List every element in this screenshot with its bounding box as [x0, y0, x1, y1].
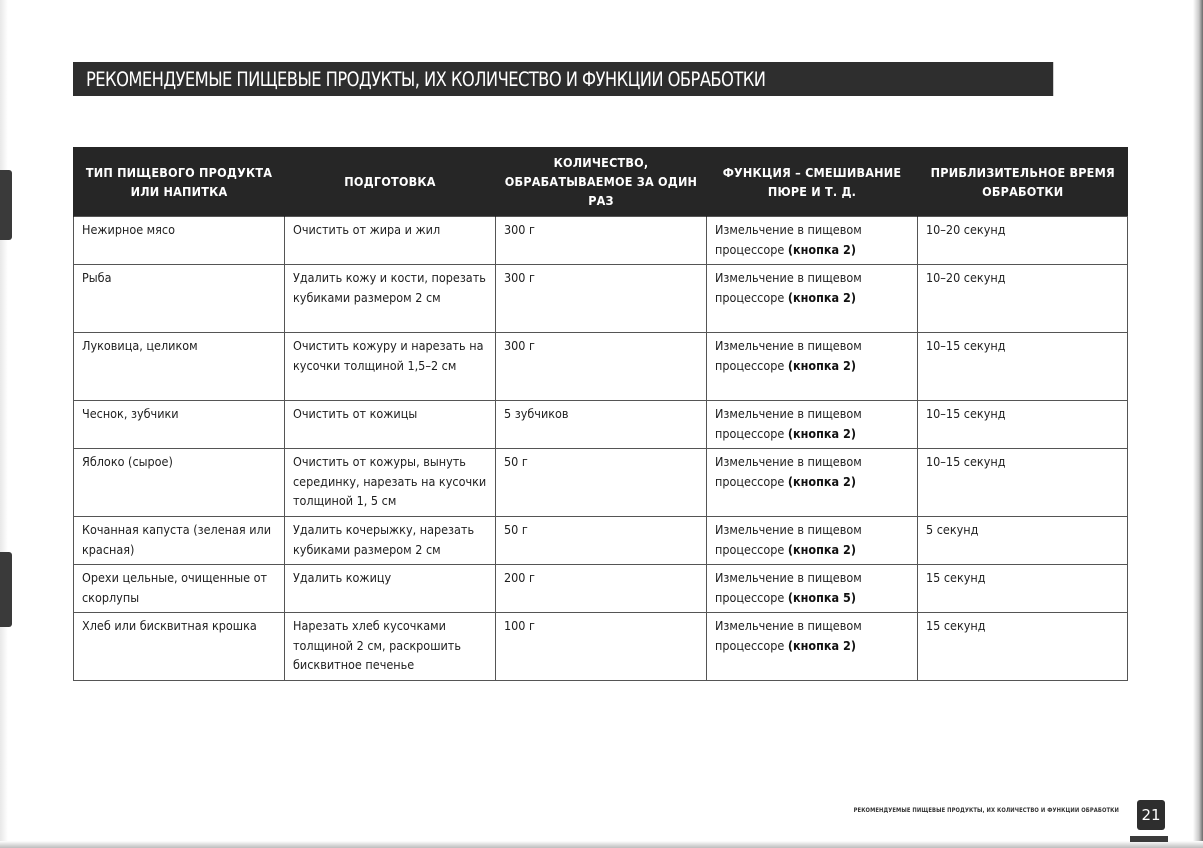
cell-qty: 300 г [496, 265, 707, 333]
binding-clip-bottom [0, 552, 12, 627]
button-ref: (кнопка 2) [787, 425, 856, 441]
header-function: ФУНКЦИЯ – СМЕШИВАНИЕ ПЮРЕ И Т. Д. [707, 147, 918, 217]
cell-function [707, 333, 918, 401]
cell-time: 15 секунд [918, 565, 1128, 613]
table-row [74, 449, 1128, 517]
button-ref: (кнопка 2) [787, 241, 856, 257]
page-right-edge [1193, 0, 1203, 848]
cell-function [707, 265, 918, 333]
cell-time: 5 секунд [918, 517, 1128, 565]
food-table [73, 147, 1128, 681]
button-ref: (кнопка 2) [787, 357, 856, 373]
cell-prep: Очистить от кожуры, вынуть серединку, нарезать на кусочки толщиной 1, 5 см [285, 449, 496, 517]
table-row [74, 333, 1128, 401]
button-ref: (кнопка 2) [787, 637, 856, 653]
table-row [74, 613, 1128, 681]
function-text: Измельчение в пищевом процессоре [715, 406, 862, 441]
function-text: Измельчение в пищевом процессоре [715, 618, 862, 653]
cell-food: Нежирное мясо [74, 217, 285, 265]
cell-function [707, 613, 918, 681]
table-row [74, 265, 1128, 333]
header-quantity: КОЛИЧЕСТВО, ОБРАБАТЫВАЕМОЕ ЗА ОДИН РАЗ [496, 147, 707, 217]
footer-title: РЕКОМЕНДУЕМЫЕ ПИЩЕВЫЕ ПРОДУКТЫ, ИХ КОЛИЧЕСТВО И ФУНКЦИИ ОБРАБОТКИ [853, 808, 1119, 814]
cell-qty: 300 г [496, 333, 707, 401]
function-text: Измельчение в пищевом процессоре [715, 222, 862, 257]
cell-time: 10–15 секунд [918, 449, 1128, 517]
cell-qty: 5 зубчиков [496, 401, 707, 449]
button-ref: (кнопка 2) [787, 289, 856, 305]
cell-function [707, 449, 918, 517]
cell-function [707, 217, 918, 265]
cell-time: 10–20 секунд [918, 217, 1128, 265]
cell-food: Луковица, целиком [74, 333, 285, 401]
function-text: Измельчение в пищевом процессоре [715, 570, 862, 605]
cell-function [707, 401, 918, 449]
cell-food: Орехи цельные, очищенные от скорлупы [74, 565, 285, 613]
table-row [74, 565, 1128, 613]
cell-food: Рыба [74, 265, 285, 333]
cell-function [707, 565, 918, 613]
cell-function [707, 517, 918, 565]
cell-prep: Удалить кожу и кости, порезать кубиками размером 2 см [285, 265, 496, 333]
cell-time: 10–15 секунд [918, 333, 1128, 401]
table-row [74, 217, 1128, 265]
function-text: Измельчение в пищевом процессоре [715, 454, 862, 489]
cell-food: Яблоко (сырое) [74, 449, 285, 517]
cell-qty: 50 г [496, 517, 707, 565]
header-time: ПРИБЛИЗИТЕЛЬНОЕ ВРЕМЯ ОБРАБОТКИ [918, 147, 1128, 217]
cell-time: 10–20 секунд [918, 265, 1128, 333]
page-number: 21 [1137, 800, 1165, 830]
page-number-underline [1130, 836, 1168, 842]
cell-prep: Нарезать хлеб кусочками толщиной 2 см, раскрошить бисквитное печенье [285, 613, 496, 681]
button-ref: (кнопка 2) [787, 473, 856, 489]
page-bottom-edge [0, 841, 1203, 848]
cell-qty: 300 г [496, 217, 707, 265]
binding-clip-top [0, 170, 12, 240]
cell-food: Кочанная капуста (зеленая или красная) [74, 517, 285, 565]
cell-qty: 50 г [496, 449, 707, 517]
table-row [74, 517, 1128, 565]
cell-prep: Удалить кочерыжку, нарезать кубиками размером 2 см [285, 517, 496, 565]
cell-time: 10–15 секунд [918, 401, 1128, 449]
function-text: Измельчение в пищевом процессоре [715, 270, 862, 305]
cell-food: Хлеб или бисквитная крошка [74, 613, 285, 681]
button-ref: (кнопка 2) [787, 541, 856, 557]
section-banner [73, 62, 1053, 96]
section-title: РЕКОМЕНДУЕМЫЕ ПИЩЕВЫЕ ПРОДУКТЫ, ИХ КОЛИЧЕСТВО И ФУНКЦИИ ОБРАБОТКИ [86, 68, 766, 91]
function-text: Измельчение в пищевом процессоре [715, 338, 862, 373]
table-row [74, 401, 1128, 449]
cell-qty: 200 г [496, 565, 707, 613]
cell-qty: 100 г [496, 613, 707, 681]
function-text: Измельчение в пищевом процессоре [715, 522, 862, 557]
cell-time: 15 секунд [918, 613, 1128, 681]
cell-prep: Удалить кожицу [285, 565, 496, 613]
cell-prep: Очистить от жира и жил [285, 217, 496, 265]
header-food-type: ТИП ПИЩЕВОГО ПРОДУКТА ИЛИ НАПИТКА [74, 147, 285, 217]
cell-food: Чеснок, зубчики [74, 401, 285, 449]
header-preparation: ПОДГОТОВКА [285, 147, 496, 217]
button-ref: (кнопка 5) [787, 589, 856, 605]
page-left-edge [0, 0, 8, 848]
table-header-row [74, 147, 1128, 217]
cell-prep: Очистить от кожицы [285, 401, 496, 449]
cell-prep: Очистить кожуру и нарезать на кусочки толщиной 1,5–2 см [285, 333, 496, 401]
